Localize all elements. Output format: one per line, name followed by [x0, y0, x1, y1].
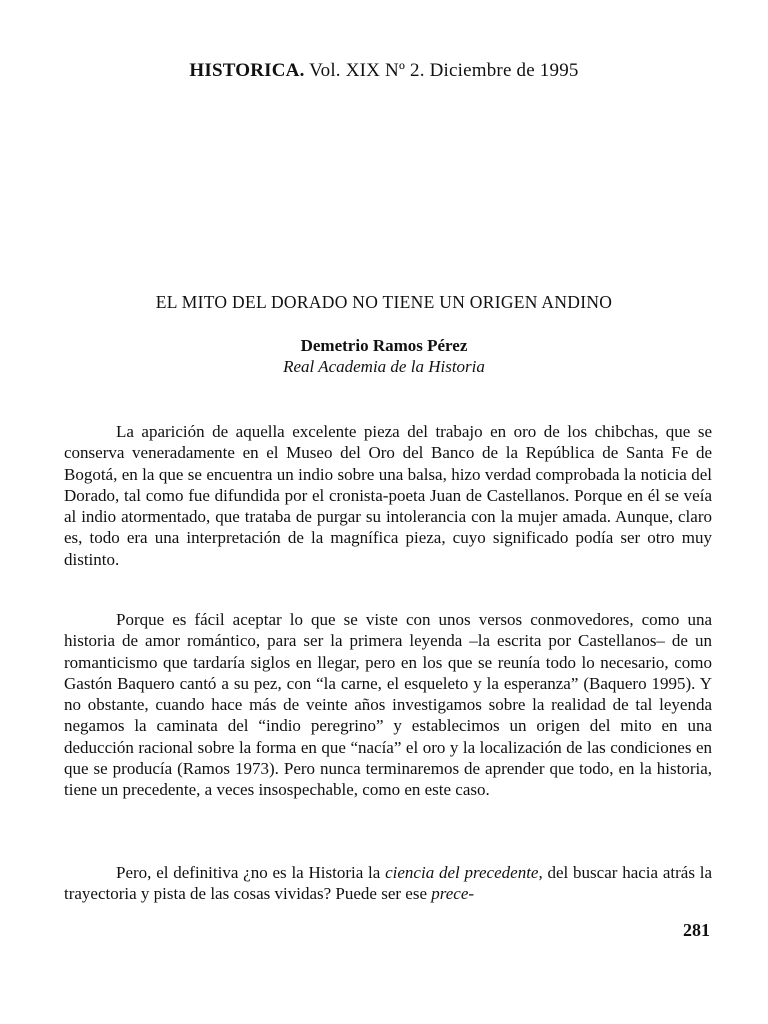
journal-name: HISTORICA. — [189, 60, 305, 81]
page-number: 281 — [683, 920, 710, 940]
running-header — [0, 60, 768, 82]
paragraph-3-emphasis-2: prece- — [431, 884, 475, 904]
author-name: Demetrio Ramos Pérez — [300, 336, 468, 355]
issue-info: Vol. XIX Nº 2. Diciembre de 1995 — [309, 60, 579, 81]
paragraph-3-text-a: Pero, el definitiva ¿no es la Historia la — [116, 863, 386, 882]
paragraph-3-emphasis-1: ciencia del precedente, — [385, 863, 543, 882]
author-affiliation: Real Academia de la Historia — [283, 357, 485, 376]
paragraph-2: Porque es fácil aceptar lo que se viste con unos versos conmovedores, como una historia de amor romántico, para ser la primera leyenda –la escrita por Castellanos– de un romanticismo que tardaría siglos en llegar, pero en los que se reunía todo lo necesario, como Gastón Baquero cantó a su pez, con “la carne, el esqueleto y la esperanza” (Baquero 1995). Y no obstante, cuando hace más de veinte años investigamos sobre la realidad de tal leyenda negamos la caminata del “indio peregrino” y establecimos un origen del mito en una deducción racional sobre la forma en que “nacía” el oro y la localización de las condiciones en que se producía (Ramos 1973). Pero nunca terminaremos de aprender que todo, en la historia, tiene un precedente, a veces insospechable, como en este caso. — [64, 610, 712, 800]
paragraph-1: La aparición de aquella excelente pieza del trabajo en oro de los chibchas, que se conserva veneradamente en el Museo del Oro del Banco de la República de Santa Fe de Bogotá, en la que se encuentra un indio sobre una balsa, hizo verdad comprobada la noticia del Dorado, tal como fue difundida por el cronista-poeta Juan de Castellanos. Porque en él se veía al indio atormentado, que trataba de purgar su intolerancia con la mujer amada. Aunque, claro es, todo era una interpretación de la magnífica pieza, cuyo significado podía ser otro muy distinto. — [64, 422, 712, 569]
article-title: EL MITO DEL DORADO NO TIENE UN ORIGEN ANDINO — [155, 292, 613, 312]
paragraph-3 — [64, 862, 712, 905]
paragraph-3-text-b: del buscar hacia atrás la trayectoria y pista de las cosas vividas? Puede ser ese — [64, 863, 712, 904]
